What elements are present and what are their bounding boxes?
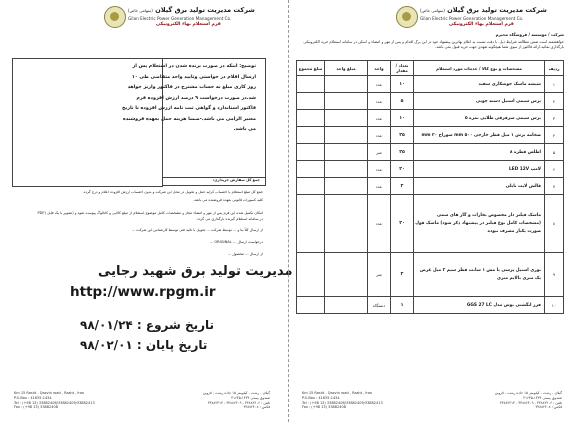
company-logo-icon <box>104 6 126 28</box>
table-row: ۳ برس سیمی سرفرقی طلایی نمره ۵ ۱۰ عدد <box>297 110 564 127</box>
table-row: ۴ ضخامه برش ۱ میل قطر خارجی ۵۰۰ mm سوراخ mm ۳۰ ۲۵ عدد <box>297 127 564 144</box>
intro-text: خواهشمند است ضمن مطالعه شرایط ذیل، با دقت نسبت به اعلام بهاترین پیشنهاد خود در این برگ اقدام و پس از مهر و امضاء و اسکن در سامانه استعلام خرید الکترونیکی بارگذاری نمائید.ارائه فاکتور از سوی شما هیچگونه تعهدی جهت خرید قبول نمی باشد. <box>303 40 564 49</box>
note-line: روز کاری مبلغ به حساب مشترح در فاکتور واریز خواهد <box>127 85 256 90</box>
left-company-name: شرکت مدیریت تولید برق گیلان (سهامی خاص) <box>128 6 255 14</box>
start-date: تاریخ شروع : ۹۸/۰۱/۲۴ <box>80 318 215 332</box>
right-footer-fa: گیلان - رشت - کیلومتر ۱۵ جاده رشت - قزوین صندوق پستی ۱۴۳۴-۴۱۶۳۵ تلفن : ۳۳۸۸۲۴۰۶ - ۳۳۸۸۲۴۰۹ - ۳۳۸۸۲۴۱۳ فکس : ۳۳۸۸۲۴۰۸ <box>494 391 562 410</box>
table-row: ۸ ماسک فیلتر دار مخصوص بخارات و گاز های سمی (مشخصات کامل نوع فیلتر در پیشنهاد ذکر شود) ماسک فول صورت بکبار مصرف نبوده ۲۰ عدد <box>297 195 564 253</box>
left-form-title: فرم استعلام بهاء الکترونیکی <box>156 22 221 27</box>
rpgm-name: مدیریت تولید برق شهید رجایی <box>98 264 293 279</box>
left-footer-en: Km 15 Rasht - Qazvin road , Rasht , Iran P.O.Box : 41635-1434 Tel : (+98 13) 33882406/33882409/33882413 Fax : (+98 13) 33882408 <box>14 391 95 410</box>
col-desc: مشخصات و نوع کالا / خدمات مورد استعلام <box>414 61 545 76</box>
fine-print-line: جمع کل مبلغ استعلام با احتساب کرایه حمل و تحویل در محل این شرکت و بدون احتساب ارزش افزوده اعلام و درج گردد. <box>82 190 263 194</box>
note-line: شد.در صورت درخواست ۹ درصد ارزش افزوده فرم <box>136 95 256 101</box>
fine-print-line: در سامانه استعلام گیرنده بارگذاری می گردد. <box>196 217 263 221</box>
table-row: ۱۰ فرز انگشتی بوش مدل GGS 27 LC ۱ دستگاه <box>297 297 564 314</box>
fine-print-line: از ارسال کلاً بنا و ... توسط شرکت ... تحویل با تائید فنی توسط کارشناس این شرکت ... <box>131 228 263 232</box>
company-logo-icon <box>396 6 418 28</box>
col-qty: تعداد / مقدار <box>391 61 414 76</box>
fine-print-line: کلیه کسورات قانونی بعهده فروشنده می باشد. <box>193 198 263 202</box>
right-company-name-en: Gilan Electric Power Generation Management Co. <box>420 16 524 21</box>
note-line: معتبر الزامی می باشد.-ضمنا هزینه حمل بعهده فروشنده <box>122 116 256 122</box>
right-form-title: فرم استعلام بهاء الکترونیکی <box>449 22 514 27</box>
table-row: ۱ شیشه ماسک جوشکاری سفید ۱۰ عدد <box>297 76 564 93</box>
note-line: فاکتور استاندارد و گواهی ثبت نامه ارزش افزوده تا تاریخ <box>121 106 256 111</box>
end-date: تاریخ پایان : ۹۸/۰۲/۰۱ <box>80 338 208 352</box>
rpgm-url: http://www.rpgm.ir <box>70 284 216 300</box>
page-divider <box>288 0 289 422</box>
table-row: ۶ لامپ LED 12V ۲۰ عدد <box>297 161 564 178</box>
fine-print-line: امکان تکمیل شده این فرم پس از مهر و امضاء مجاز و مشخصات کامل موضوع استعلام از مبلغ کالایی و کاتالوگ پیوست شود و (تصویر با یک فایل (PDF <box>37 211 263 215</box>
to-line: شرکت / موسسه / فروشگاه محترم <box>495 32 564 37</box>
table-row: ۷ قالش لایت تایلی ۲ عدد <box>297 178 564 195</box>
col-total: مبلغ مجموع <box>297 61 325 76</box>
table-row: ۹ نوری استیل پرسی با مش ۱ سانت قطر سیم ۳ میل عرض یک متری بالایم متری ۲ متر <box>297 253 564 297</box>
right-footer-en: Km 15 Rasht - Qazvin road , Rasht , Iran P.O.Box : 41635-1434 Tel : (+98 13) 33882406/33882409/33882413 Fax : (+98 13) 33882408 <box>302 391 383 410</box>
table-row: ۵ اطلس قطره ۸ ۲۵ متر <box>297 144 564 161</box>
note-line: توضیح: اینکه در صورت برنده شدن در استعلام پس از <box>132 64 256 69</box>
table-row: ۲ برس سیمی استیل دسته چوبی ۵ عدد <box>297 93 564 110</box>
right-company-name: شرکت مدیریت تولید برق گیلان (سهامی خاص) <box>420 6 547 14</box>
col-unit: واحد <box>368 61 391 76</box>
note-line: ارسال اقلام در خواستی وتایید واحد متقاضی طی ۱۰ <box>131 74 256 80</box>
left-footer-fa: گیلان - رشت - کیلومتر ۱۵ جاده رشت - قزوین صندوق پستی ۱۴۳۴-۴۱۶۳۵ تلفن : ۳۳۸۸۲۴۰۶ - ۳۳۸۸۲۴۰۹ - ۳۳۸۸۲۴۱۳ فکس : ۳۳۸۸۲۴۰۸ <box>202 391 270 410</box>
items-table <box>296 60 564 314</box>
note-line: می باشد. <box>233 127 256 132</box>
total-line: جمع کل سفارش خریداری: <box>212 178 260 182</box>
col-unit-price: مبلغ واحد <box>325 61 368 76</box>
left-company-name-en: Gilan Electric Power Generation Management Co. <box>128 16 232 21</box>
fine-print-line: درخواست ارسال ... ORIGINAL ... <box>209 240 263 244</box>
col-row: ردیف <box>545 61 564 76</box>
fine-print-line: از ارسال ... محصول ... <box>227 252 263 256</box>
